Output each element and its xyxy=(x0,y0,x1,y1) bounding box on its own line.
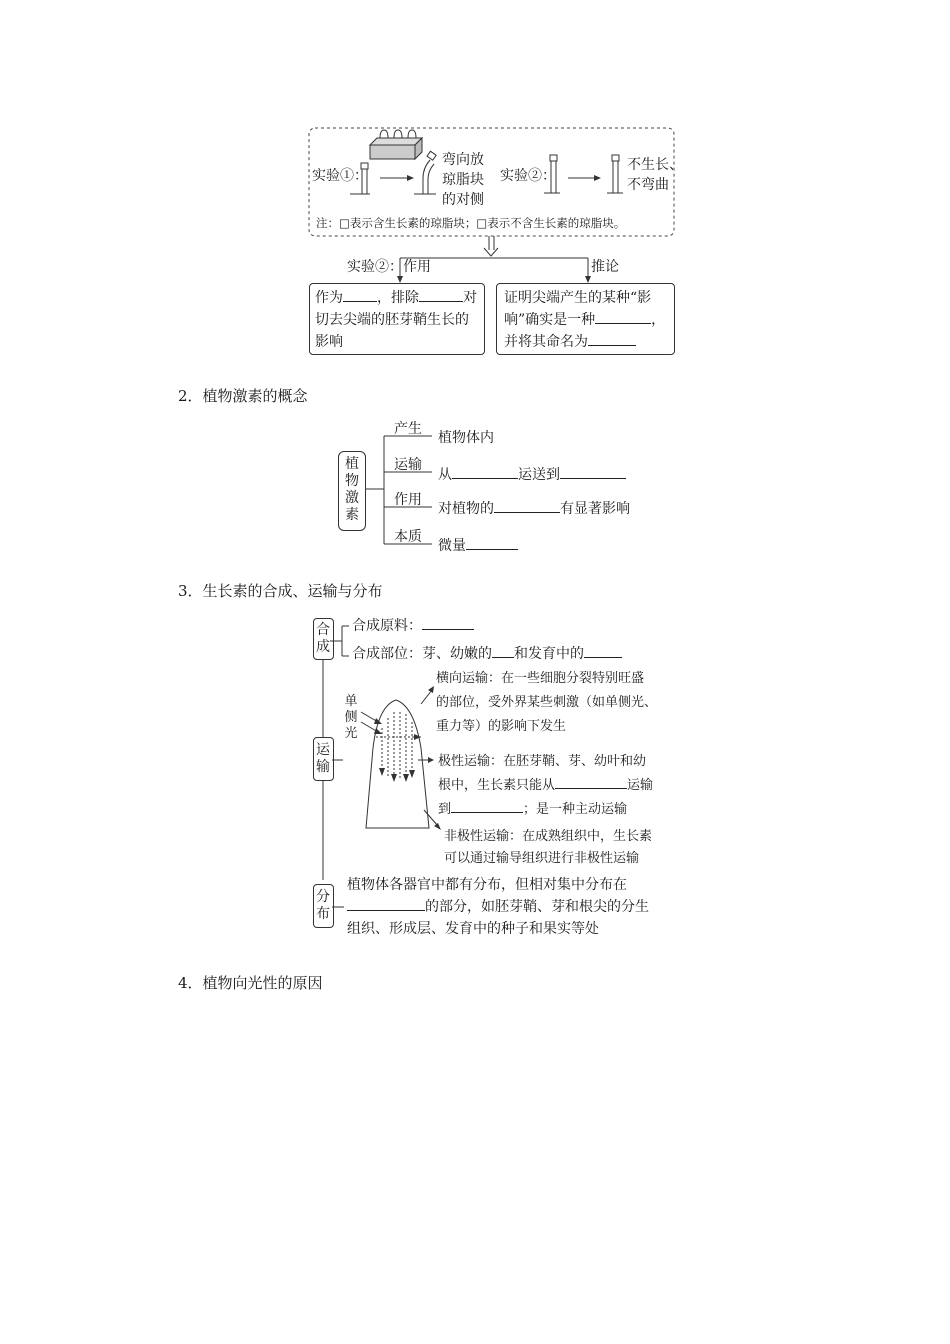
nonpolar-line: 可以通过输导组织进行非极性运输 xyxy=(444,851,640,866)
blank-line xyxy=(584,643,622,658)
distribution-line-2: 的部分，如胚芽鞘、芽和根尖的分生 xyxy=(425,899,649,915)
experiment-note: 注：□表示含生长素的琼脂块；□表示不含生长素的琼脂块。 xyxy=(316,216,626,230)
polar-line: 极性运输：在胚芽鞘、芽、幼叶和幼 xyxy=(438,754,647,769)
transport-label: 运输 xyxy=(316,742,330,775)
concept-text-transport xyxy=(438,464,626,485)
exp2-left-box-text xyxy=(315,287,477,353)
concept-label-nature: 本质 xyxy=(394,529,422,545)
exp1-result-line: 琼脂块 xyxy=(442,172,484,188)
transport-to: 运送到 xyxy=(518,467,560,483)
exp2-left-tag: 作用 xyxy=(403,259,431,275)
section-2-title: 2．植物激素的概念 xyxy=(178,387,308,405)
right-box-text-c: 并将其命名为 xyxy=(504,334,588,350)
exp2-right-tag: 推论 xyxy=(591,259,619,275)
concept-text-nature xyxy=(438,535,518,556)
left-box-text-b: ，排除 xyxy=(377,290,419,306)
concept-label-transport: 运输 xyxy=(394,457,422,473)
hormone-root-label: 植物激素 xyxy=(345,456,359,523)
blank-line xyxy=(347,896,425,911)
nonpolar-line: 非极性运输：在成熟组织中，生长素 xyxy=(444,829,653,844)
nature-text: 微量 xyxy=(438,538,466,554)
distribution-line: 组织、形成层、发育中的种子和果实等处 xyxy=(347,921,599,937)
left-box-text-a: 作为 xyxy=(315,290,343,306)
exp1-label: 实验①： xyxy=(312,168,368,184)
blank-line xyxy=(560,464,626,479)
synthesis-site xyxy=(352,643,622,664)
lateral-line: 横向运输：在一些细胞分裂特别旺盛 xyxy=(436,671,645,686)
polar-line-2a: 根中，生长素只能从 xyxy=(438,778,556,793)
blank-line xyxy=(343,287,377,302)
single-light-label: 单侧光 xyxy=(344,694,358,741)
concept-label-produce: 产生 xyxy=(394,421,422,437)
function-text-a: 对植物的 xyxy=(438,501,494,517)
exp2-right-box-text xyxy=(504,287,665,353)
distribution-label: 分布 xyxy=(316,889,330,922)
polar-line-3b: ；是一种主动运输 xyxy=(523,802,628,817)
exp2-branch-label: 实验②： xyxy=(347,259,403,275)
transport-from: 从 xyxy=(438,467,452,483)
nonpolar-transport-text xyxy=(444,826,652,870)
blank-line xyxy=(451,798,523,813)
polar-transport-text xyxy=(438,750,653,822)
exp2-label: 实验②： xyxy=(500,168,556,184)
section-4-title: 4．植物向光性的原因 xyxy=(178,974,323,992)
synthesis-site-b: 和发育中的 xyxy=(514,646,584,662)
exp2-result xyxy=(627,155,683,195)
blank-line xyxy=(466,535,518,550)
exp2-result-line: 不弯曲 xyxy=(627,177,669,193)
distribution-text xyxy=(347,874,649,940)
polar-line-2b: 运输 xyxy=(627,778,654,793)
concept-text-function xyxy=(438,498,630,519)
blank-line xyxy=(595,309,651,324)
blank-line xyxy=(555,774,627,789)
concept-label-function: 作用 xyxy=(394,492,422,508)
section-3-title: 3．生长素的合成、运输与分布 xyxy=(178,582,383,600)
synthesis-site-a: 合成部位：芽、幼嫩的 xyxy=(352,646,492,662)
left-box-line2: 切去尖端的胚芽鞘生长的 xyxy=(315,312,469,328)
lateral-transport-text xyxy=(436,667,657,739)
blank-line xyxy=(452,464,518,479)
left-box-text-c: 对 xyxy=(463,290,477,306)
lateral-line: 重力等）的影响下发生 xyxy=(436,719,567,734)
function-text-b: 有显著影响 xyxy=(560,501,630,517)
right-box-text-a: 响”确实是一种 xyxy=(504,312,596,328)
blank-line xyxy=(422,615,474,630)
exp1-result xyxy=(442,150,484,210)
synthesis-raw xyxy=(352,615,474,636)
synthesis-raw-text: 合成原料： xyxy=(352,618,422,634)
distribution-line: 植物体各器官中都有分布，但相对集中分布在 xyxy=(347,877,627,893)
right-box-line1: 证明尖端产生的某种“影 xyxy=(504,290,652,306)
synthesis-label: 合成 xyxy=(316,622,330,655)
blank-line xyxy=(492,643,514,658)
exp2-result-line: 不生长、 xyxy=(627,157,683,173)
concept-text-produce: 植物体内 xyxy=(438,430,494,446)
left-box-line3: 影响 xyxy=(315,334,343,350)
exp1-result-line: 弯向放 xyxy=(442,152,484,168)
blank-line xyxy=(494,498,560,513)
polar-line-3a: 到 xyxy=(438,802,452,817)
lateral-line: 的部位，受外界某些刺激（如单侧光、 xyxy=(436,695,658,710)
blank-line xyxy=(419,287,463,302)
blank-line xyxy=(588,331,636,346)
right-box-text-b: ， xyxy=(651,312,666,328)
exp1-result-line: 的对侧 xyxy=(442,192,484,208)
